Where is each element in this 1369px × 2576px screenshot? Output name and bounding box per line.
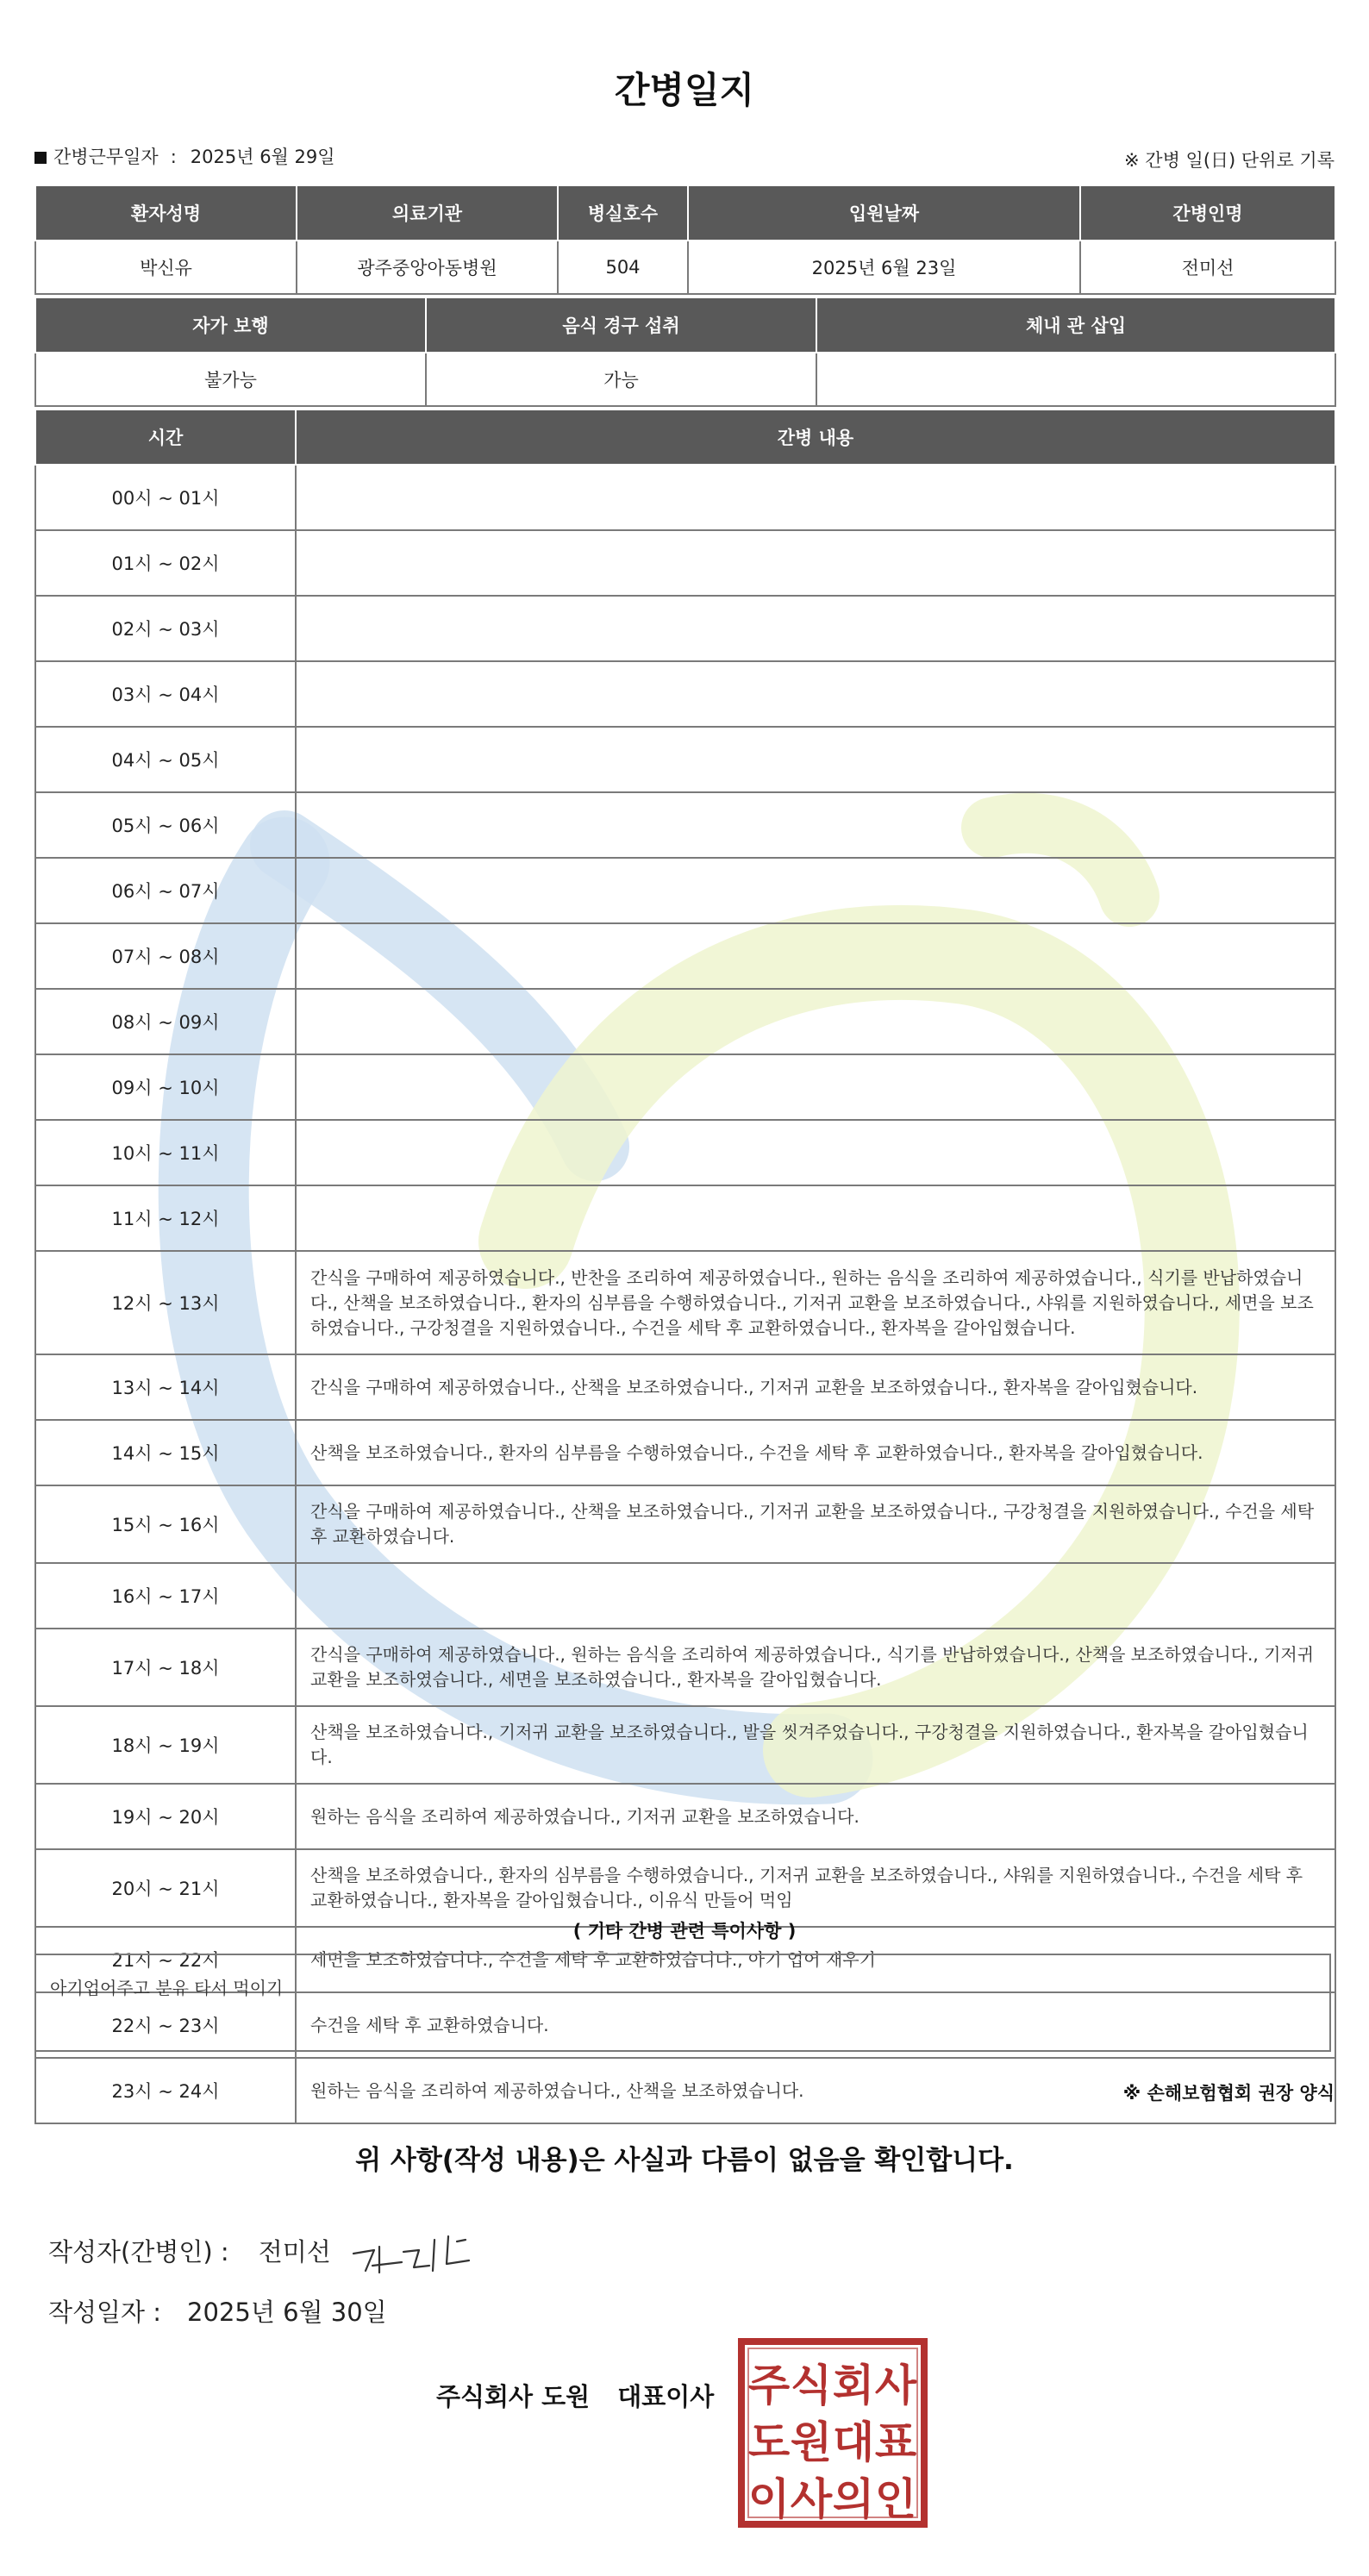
header-oral-intake: 음식 경구 섭취 xyxy=(426,297,816,353)
seal-character: 이 xyxy=(747,2474,791,2524)
table-row xyxy=(35,661,1335,727)
company-seal-stamp xyxy=(736,2336,929,2529)
unit-note: ※ 간병 일(日) 단위로 기록 xyxy=(1124,150,1335,171)
written-date-line xyxy=(48,2293,387,2329)
patient-header-row xyxy=(35,185,1335,241)
company-name: 주식회사 도원 xyxy=(436,2382,591,2411)
association-note: ※ 손해보험협회 권장 양식 xyxy=(1122,2083,1335,2104)
care-log-table xyxy=(34,409,1336,2124)
table-row xyxy=(35,858,1335,923)
time-slot-cell: 15시 ~ 16시 xyxy=(35,1485,296,1563)
seal-character: 인 xyxy=(874,2474,917,2524)
admission-date-value: 2025년 6월 23일 xyxy=(688,241,1080,294)
writer-label: 작성자(간병인) : xyxy=(48,2237,229,2267)
table-row xyxy=(35,530,1335,596)
table-row xyxy=(35,1120,1335,1185)
table-row xyxy=(35,1354,1335,1420)
care-content-cell xyxy=(296,1054,1335,1120)
tube-insertion-value xyxy=(816,353,1335,406)
table-row xyxy=(35,1251,1335,1354)
time-slot-cell: 05시 ~ 06시 xyxy=(35,792,296,858)
time-slot-cell: 11시 ~ 12시 xyxy=(35,1185,296,1251)
status-value-row xyxy=(35,353,1335,406)
table-row xyxy=(35,989,1335,1054)
time-slot-cell: 16시 ~ 17시 xyxy=(35,1563,296,1629)
header-self-walking: 자가 보행 xyxy=(35,297,426,353)
special-notes-box xyxy=(34,1954,1331,2052)
care-content-cell xyxy=(296,465,1335,530)
seal-character: 회 xyxy=(832,2360,875,2410)
patient-name-value: 박신유 xyxy=(35,241,297,294)
time-slot-cell: 01시 ~ 02시 xyxy=(35,530,296,596)
time-slot-cell: 13시 ~ 14시 xyxy=(35,1354,296,1420)
time-slot-cell: 22시 ~ 23시 xyxy=(35,1992,296,2058)
header-caregiver-name: 간병인명 xyxy=(1080,185,1335,241)
writer-name: 전미선 xyxy=(258,2237,331,2267)
care-content-cell xyxy=(296,923,1335,989)
care-content-cell: 산책을 보조하였습니다., 환자의 심부름을 수행하였습니다., 기저귀 교환을 보조하였습니다., 샤워를 지원하였습니다., 수건을 세탁 후 교환하였습니다., 환자복을 갈아입혔습니다., 이유식 만들어 먹임 xyxy=(296,1849,1335,1927)
care-content-cell: 간식을 구매하여 제공하였습니다., 원하는 음식을 조리하여 제공하였습니다., 식기를 반납하였습니다., 산책을 보조하였습니다., 기저귀 교환을 보조하였습니다., 세면을 보조하였습니다., 환자복을 갈아입혔습니다. xyxy=(296,1629,1335,1706)
page-title: 간병일지 xyxy=(614,69,755,111)
care-content-cell xyxy=(296,858,1335,923)
representative-title: 대표이사 xyxy=(617,2382,715,2411)
care-content-cell xyxy=(296,596,1335,661)
seal-character: 식 xyxy=(790,2360,833,2410)
special-notes-title: ( 기타 간병 관련 특이사항 ) xyxy=(572,1921,797,1941)
table-row xyxy=(35,1420,1335,1485)
status-header-row xyxy=(35,297,1335,353)
handwritten-signature xyxy=(347,2221,476,2290)
table-row xyxy=(35,1054,1335,1120)
time-slot-cell: 14시 ~ 15시 xyxy=(35,1420,296,1485)
care-content-cell xyxy=(296,1185,1335,1251)
time-slot-cell: 18시 ~ 19시 xyxy=(35,1706,296,1784)
self-walking-value: 불가능 xyxy=(35,353,426,406)
table-row xyxy=(35,1563,1335,1629)
written-date-value: 2025년 6월 30일 xyxy=(187,2298,387,2327)
care-content-cell: 수건을 세탁 후 교환하였습니다. xyxy=(296,1992,1335,2058)
care-log-body xyxy=(35,465,1335,2123)
work-date-label: 간병근무일자 xyxy=(53,147,159,167)
time-slot-cell: 08시 ~ 09시 xyxy=(35,989,296,1054)
care-content-cell xyxy=(296,1563,1335,1629)
company-line xyxy=(436,2378,714,2413)
table-row xyxy=(35,1185,1335,1251)
care-content-cell: 간식을 구매하여 제공하였습니다., 산책을 보조하였습니다., 기저귀 교환을 보조하였습니다., 구강청결을 지원하였습니다., 수건을 세탁 후 교환하였습니다. xyxy=(296,1485,1335,1563)
time-slot-cell: 20시 ~ 21시 xyxy=(35,1849,296,1927)
seal-character: 표 xyxy=(874,2417,917,2467)
time-slot-cell: 04시 ~ 05시 xyxy=(35,727,296,792)
seal-character: 사 xyxy=(874,2360,917,2410)
table-row xyxy=(35,465,1335,530)
table-row xyxy=(35,1849,1335,1927)
seal-character: 의 xyxy=(832,2474,875,2524)
table-row xyxy=(35,1485,1335,1563)
header-room-number: 병실호수 xyxy=(558,185,688,241)
work-date-value: 2025년 6월 29일 xyxy=(190,147,335,167)
time-slot-cell: 17시 ~ 18시 xyxy=(35,1629,296,1706)
care-content-cell: 산책을 보조하였습니다., 환자의 심부름을 수행하였습니다., 수건을 세탁 후 교환하였습니다., 환자복을 갈아입혔습니다. xyxy=(296,1420,1335,1485)
written-date-label: 작성일자 : xyxy=(48,2298,162,2327)
care-content-cell xyxy=(296,989,1335,1054)
time-slot-cell: 03시 ~ 04시 xyxy=(35,661,296,727)
patient-info-table xyxy=(34,184,1336,295)
seal-character: 사 xyxy=(790,2474,833,2524)
table-row xyxy=(35,727,1335,792)
care-content-cell xyxy=(296,792,1335,858)
time-slot-cell: 19시 ~ 20시 xyxy=(35,1784,296,1849)
writer-line xyxy=(48,2233,331,2268)
table-row xyxy=(35,792,1335,858)
care-content-cell: 세면을 보조하였습니다., 수건을 세탁 후 교환하였습니다., 아기 업어 재우기 xyxy=(296,1927,1335,1992)
care-content-cell xyxy=(296,530,1335,596)
header-admission-date: 입원날짜 xyxy=(688,185,1080,241)
seal-character: 주 xyxy=(747,2360,791,2410)
table-row xyxy=(35,1706,1335,1784)
care-content-cell: 간식을 구매하여 제공하였습니다., 산책을 보조하였습니다., 기저귀 교환을 보조하였습니다., 환자복을 갈아입혔습니다. xyxy=(296,1354,1335,1420)
hospital-value: 광주중앙아동병원 xyxy=(297,241,558,294)
seal-character: 원 xyxy=(790,2417,833,2467)
header-patient-name: 환자성명 xyxy=(35,185,297,241)
time-slot-cell: 07시 ~ 08시 xyxy=(35,923,296,989)
header-tube-insertion: 체내 관 삽입 xyxy=(816,297,1335,353)
header-hospital: 의료기관 xyxy=(297,185,558,241)
header-time: 시간 xyxy=(35,410,296,465)
seal-character: 도 xyxy=(747,2417,791,2467)
work-date-line xyxy=(34,143,335,169)
patient-value-row xyxy=(35,241,1335,294)
seal-character: 대 xyxy=(832,2417,875,2467)
table-row xyxy=(35,923,1335,989)
room-number-value: 504 xyxy=(558,241,688,294)
care-content-cell: 원하는 음식을 조리하여 제공하였습니다., 기저귀 교환을 보조하였습니다. xyxy=(296,1784,1335,1849)
time-slot-cell: 00시 ~ 01시 xyxy=(35,465,296,530)
time-slot-cell: 12시 ~ 13시 xyxy=(35,1251,296,1354)
time-slot-cell: 02시 ~ 03시 xyxy=(35,596,296,661)
work-date-separator: : xyxy=(170,147,177,167)
special-notes-text: 아기업어주고 분유 타서 먹이기 xyxy=(50,1978,284,1998)
caregiver-name-value: 전미선 xyxy=(1080,241,1335,294)
care-content-cell: 산책을 보조하였습니다., 기저귀 교환을 보조하였습니다., 발을 씻겨주었습니다., 구강청결을 지원하였습니다., 환자복을 갈아입혔습니다. xyxy=(296,1706,1335,1784)
header-care-content: 간병 내용 xyxy=(296,410,1335,465)
table-row xyxy=(35,1629,1335,1706)
time-slot-cell: 10시 ~ 11시 xyxy=(35,1120,296,1185)
time-slot-cell: 09시 ~ 10시 xyxy=(35,1054,296,1120)
confirmation-statement: 위 사항(작성 내용)은 사실과 다름이 없음을 확인합니다. xyxy=(355,2145,1014,2176)
care-content-cell xyxy=(296,1120,1335,1185)
care-content-cell: 간식을 구매하여 제공하였습니다., 반찬을 조리하여 제공하였습니다., 원하는 음식을 조리하여 제공하였습니다., 식기를 반납하였습니다., 산책을 보조하였습니다., 환자의 심부름을 수행하였습니다., 기저귀 교환을 보조하였습니다., 샤워를 지원하였습니다., 세면을 보조하였습니다., 구강청결을 지원하였습니다., 수건을 세탁 후 교환하였습니다., 환자복을 갈아입혔습니다. xyxy=(296,1251,1335,1354)
table-row xyxy=(35,1784,1335,1849)
care-content-cell xyxy=(296,727,1335,792)
time-slot-cell: 21시 ~ 22시 xyxy=(35,1927,296,1992)
square-bullet-icon xyxy=(34,152,47,164)
patient-status-table xyxy=(34,297,1336,407)
table-row xyxy=(35,596,1335,661)
care-content-cell: 원하는 음식을 조리하여 제공하였습니다., 산책을 보조하였습니다. xyxy=(296,2058,1335,2123)
time-slot-cell: 06시 ~ 07시 xyxy=(35,858,296,923)
log-header-row xyxy=(35,410,1335,465)
time-slot-cell: 23시 ~ 24시 xyxy=(35,2058,296,2123)
oral-intake-value: 가능 xyxy=(426,353,816,406)
care-content-cell xyxy=(296,661,1335,727)
